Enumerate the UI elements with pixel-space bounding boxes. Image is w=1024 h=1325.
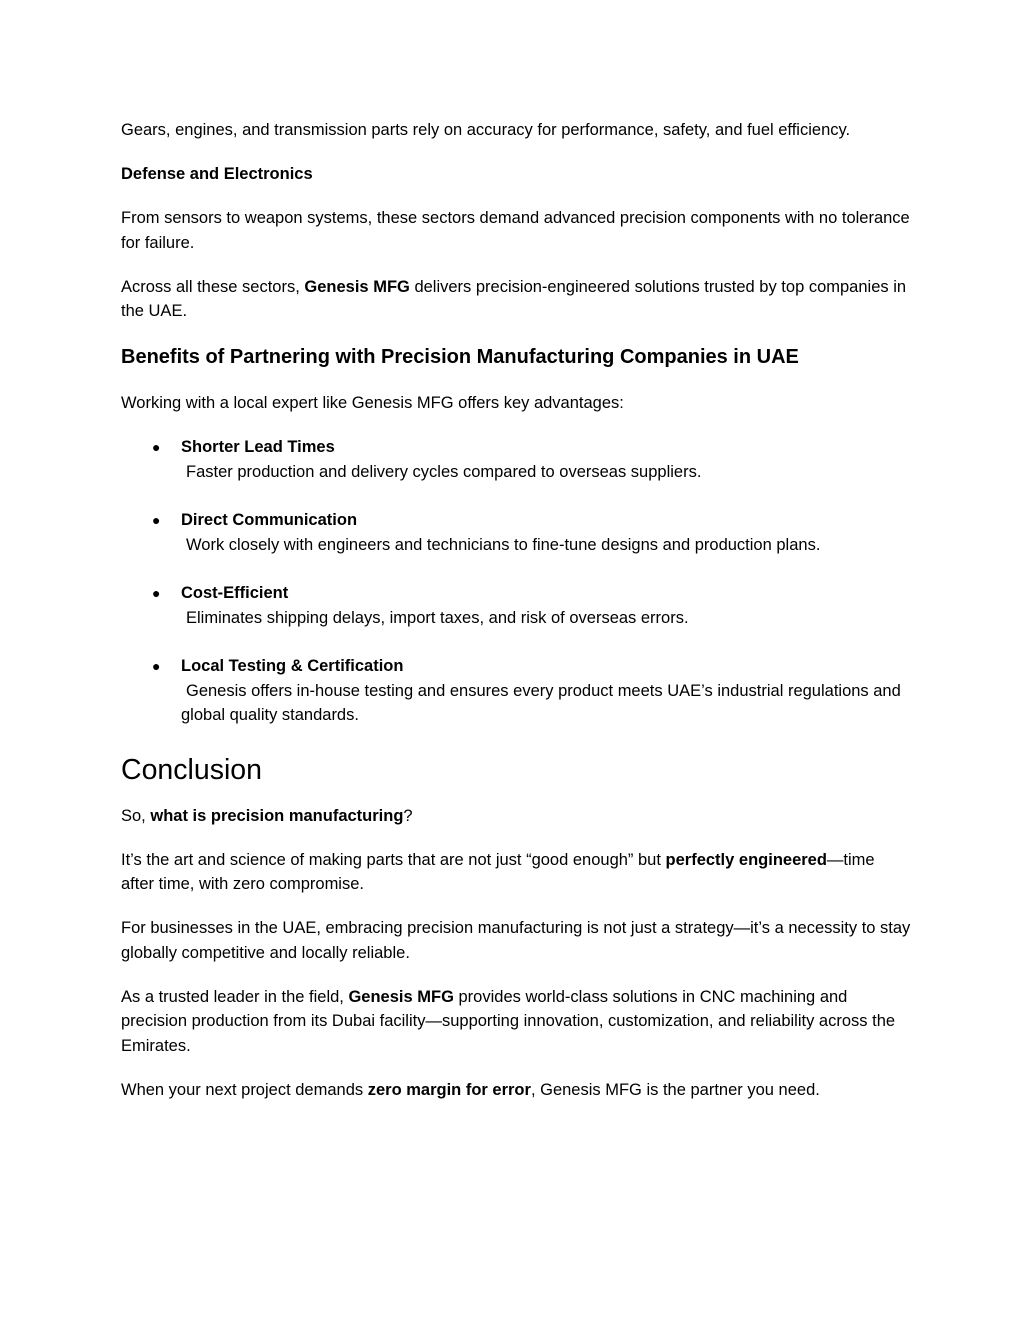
conclusion-question — [121, 804, 911, 829]
leader-brand: Genesis MFG — [348, 987, 454, 1006]
bullet-icon: ● — [152, 439, 161, 455]
bullet-icon: ● — [152, 585, 161, 601]
list-item-title: Local Testing & Certification — [181, 657, 404, 675]
list-item — [121, 435, 911, 484]
list-item — [121, 581, 911, 630]
art-pre: It’s the art and science of making parts that are not just “good enough” but — [121, 850, 666, 869]
defense-heading: Defense and Electronics — [121, 165, 313, 183]
final-pre: When your next project demands — [121, 1080, 368, 1099]
defense-paragraph: From sensors to weapon systems, these sectors demand advanced precision components with no tolerance for failure. — [121, 209, 910, 252]
leader-pre: As a trusted leader in the field, — [121, 987, 349, 1006]
conclusion-business-paragraph: For businesses in the UAE, embracing precision manufacturing is not just a strategy—it’s a necessity to stay globally competitive and locally reliable. — [121, 919, 911, 962]
list-item-title: Shorter Lead Times — [181, 438, 335, 456]
list-item-description: Faster production and delivery cycles compared to overseas suppliers. — [186, 462, 702, 481]
benefits-heading: Benefits of Partnering with Precision Manufacturing Companies in UAE — [121, 346, 799, 368]
list-item — [121, 508, 911, 557]
final-post: , Genesis MFG is the partner you need. — [530, 1080, 820, 1099]
art-bold: perfectly engineered — [665, 850, 827, 869]
intro-paragraph: Gears, engines, and transmission parts rely on accuracy for performance, safety, and fuel efficiency. — [121, 121, 851, 139]
list-item-description: Work closely with engineers and technicians to fine-tune designs and production plans. — [186, 535, 821, 554]
question-post: ? — [403, 806, 413, 825]
bullet-icon: ● — [152, 512, 161, 528]
conclusion-heading: Conclusion — [121, 753, 262, 786]
list-item-title: Cost-Efficient — [181, 584, 289, 602]
benefits-intro: Working with a local expert like Genesis MFG offers key advantages: — [121, 394, 624, 412]
conclusion-art-paragraph — [121, 848, 911, 897]
list-item-title: Direct Communication — [181, 511, 358, 529]
document-page — [121, 118, 911, 1122]
list-item — [121, 654, 911, 728]
across-text-post: delivers precision-engineered solutions trusted by top companies in the UAE. — [121, 277, 907, 320]
across-text-pre: Across all these sectors, — [121, 277, 305, 296]
across-sectors-paragraph — [121, 275, 911, 324]
final-bold: zero margin for error — [367, 1080, 531, 1099]
conclusion-leader-paragraph — [121, 985, 911, 1059]
list-item-description: Genesis offers in-house testing and ensures every product meets UAE’s industrial regulations and global quality standards. — [181, 681, 901, 724]
question-pre: So, — [121, 806, 151, 825]
list-item-description: Eliminates shipping delays, import taxes, and risk of overseas errors. — [186, 608, 689, 627]
leader-post: provides world-class solutions in CNC machining and precision production from its Dubai facility—supporting innovation, customization, and reliability across the Emirates. — [121, 987, 896, 1055]
question-bold: what is precision manufacturing — [150, 806, 404, 825]
bullet-icon: ● — [152, 658, 161, 674]
art-post: —time after time, with zero compromise. — [121, 850, 875, 893]
conclusion-final-paragraph — [121, 1078, 911, 1103]
across-brand: Genesis MFG — [304, 277, 410, 296]
benefits-list — [121, 435, 911, 728]
